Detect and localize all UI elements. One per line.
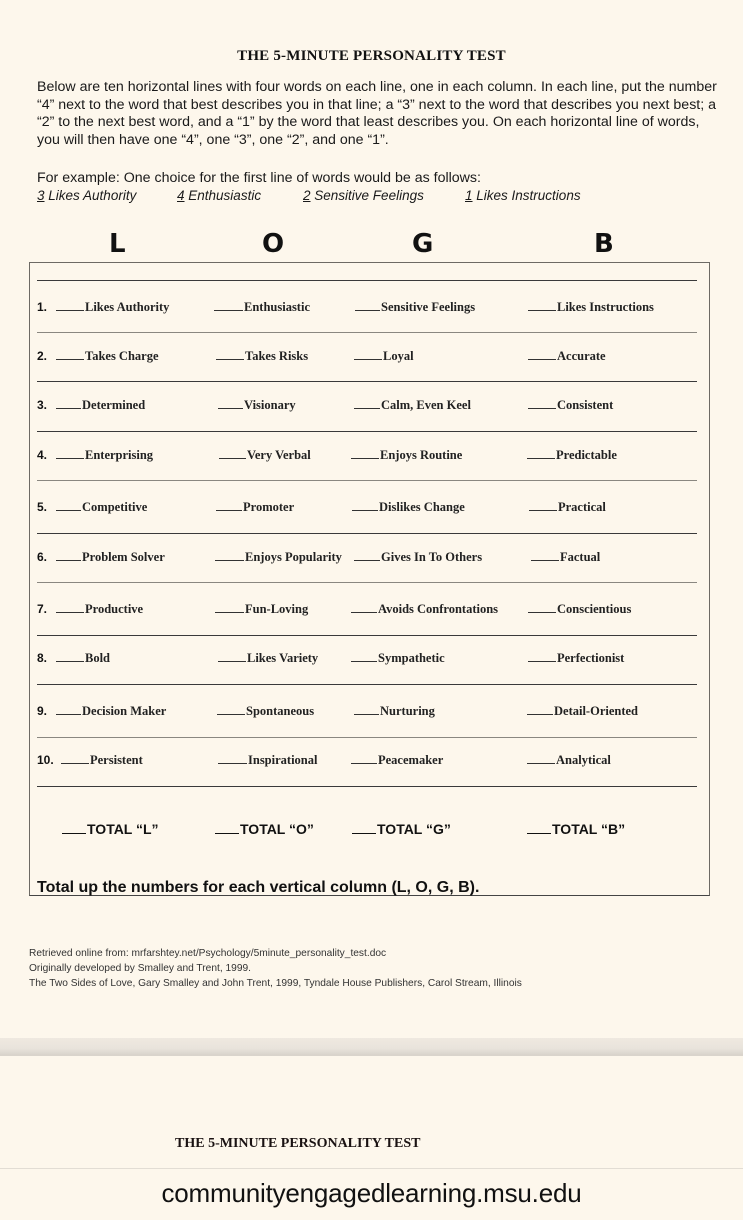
example-lead-text: For example: One choice for the first line of words would be as follows: bbox=[37, 170, 481, 186]
column-header-g: G bbox=[412, 229, 434, 259]
answer-blank[interactable] bbox=[351, 457, 379, 459]
answer-blank[interactable] bbox=[56, 713, 81, 715]
page-2-title: THE 5-MINUTE PERSONALITY TEST bbox=[175, 1136, 421, 1151]
answer-blank[interactable] bbox=[217, 713, 245, 715]
answer-cell-o[interactable]: Visionary bbox=[218, 398, 296, 413]
total-b[interactable]: TOTAL “B” bbox=[527, 821, 625, 837]
url-text[interactable]: communityengagedlearning.msu.edu bbox=[161, 1178, 582, 1208]
row-number: 7. bbox=[37, 602, 48, 616]
answer-blank[interactable] bbox=[351, 611, 377, 613]
answer-blank[interactable] bbox=[216, 509, 242, 511]
answer-cell-g[interactable]: Sympathetic bbox=[351, 651, 445, 666]
total-blank[interactable] bbox=[215, 832, 239, 834]
answer-cell-b[interactable]: Analytical bbox=[527, 753, 611, 768]
answer-cell-l[interactable]: Persistent bbox=[61, 753, 143, 768]
divider bbox=[37, 533, 697, 534]
answer-blank[interactable] bbox=[56, 559, 81, 561]
answer-blank[interactable] bbox=[218, 407, 243, 409]
test-row-2 bbox=[0, 349, 743, 367]
answer-cell-b[interactable]: Accurate bbox=[528, 349, 606, 364]
answer-blank[interactable] bbox=[531, 559, 559, 561]
answer-cell-o[interactable]: Likes Variety bbox=[218, 651, 318, 666]
column-header-l: L bbox=[109, 229, 126, 259]
answer-cell-o[interactable]: Enjoys Popularity bbox=[215, 550, 342, 565]
answer-blank[interactable] bbox=[351, 762, 377, 764]
answer-cell-l[interactable]: Determined bbox=[56, 398, 145, 413]
answer-cell-b[interactable]: Perfectionist bbox=[528, 651, 624, 666]
answer-cell-l[interactable]: Decision Maker bbox=[56, 704, 166, 719]
total-l[interactable]: TOTAL “L” bbox=[62, 821, 159, 837]
answer-blank[interactable] bbox=[355, 309, 380, 311]
row-number: 4. bbox=[37, 448, 48, 462]
test-row-10 bbox=[0, 753, 743, 771]
credit-line: Originally developed by Smalley and Trent, 1999. bbox=[29, 963, 251, 974]
divider bbox=[37, 431, 697, 432]
answer-cell-g[interactable]: Avoids Confrontations bbox=[351, 602, 498, 617]
divider bbox=[37, 737, 697, 738]
answer-cell-g[interactable]: Gives In To Others bbox=[354, 550, 482, 565]
answer-blank[interactable] bbox=[528, 407, 556, 409]
answer-blank[interactable] bbox=[215, 611, 244, 613]
answer-cell-o[interactable]: Very Verbal bbox=[219, 448, 311, 463]
answer-cell-l[interactable]: Problem Solver bbox=[56, 550, 165, 565]
row-number: 8. bbox=[37, 651, 48, 665]
answer-cell-b[interactable]: Factual bbox=[531, 550, 600, 565]
answer-blank[interactable] bbox=[218, 660, 246, 662]
answer-cell-l[interactable]: Likes Authority bbox=[56, 300, 169, 315]
answer-blank[interactable] bbox=[354, 358, 382, 360]
answer-cell-o[interactable]: Enthusiastic bbox=[214, 300, 310, 315]
divider bbox=[37, 786, 697, 787]
test-row-8 bbox=[0, 651, 743, 669]
answer-cell-b[interactable]: Consistent bbox=[528, 398, 613, 413]
answer-blank[interactable] bbox=[56, 660, 84, 662]
answer-blank[interactable] bbox=[56, 407, 81, 409]
document-page-2 bbox=[0, 1056, 743, 1168]
answer-blank[interactable] bbox=[354, 713, 379, 715]
credit-line: The Two Sides of Love, Gary Smalley and John Trent, 1999, Tyndale House Publishers, Carol Stream, Illinois bbox=[29, 978, 522, 989]
answer-blank[interactable] bbox=[56, 358, 84, 360]
answer-blank[interactable] bbox=[218, 762, 247, 764]
answer-cell-l[interactable]: Productive bbox=[56, 602, 143, 617]
total-blank[interactable] bbox=[352, 832, 376, 834]
page-title: THE 5-MINUTE PERSONALITY TEST bbox=[237, 48, 506, 64]
answer-cell-g[interactable]: Peacemaker bbox=[351, 753, 443, 768]
example-item: 4 Enthusiastic bbox=[177, 188, 262, 203]
answer-blank[interactable] bbox=[215, 559, 244, 561]
column-header-o: O bbox=[262, 229, 285, 259]
answer-blank[interactable] bbox=[528, 660, 556, 662]
answer-cell-g[interactable]: Enjoys Routine bbox=[351, 448, 462, 463]
answer-blank[interactable] bbox=[216, 358, 244, 360]
answer-blank[interactable] bbox=[528, 611, 556, 613]
answer-blank[interactable] bbox=[527, 713, 553, 715]
total-g[interactable]: TOTAL “G” bbox=[352, 821, 451, 837]
total-instruction: Total up the numbers for each vertical column (L, O, G, B). bbox=[37, 879, 480, 896]
row-number: 9. bbox=[37, 704, 48, 718]
answer-blank[interactable] bbox=[354, 407, 380, 409]
answer-cell-g[interactable]: Calm, Even Keel bbox=[354, 398, 471, 413]
answer-blank[interactable] bbox=[352, 509, 378, 511]
example-item: 2 Sensitive Feelings bbox=[303, 188, 424, 203]
row-number: 2. bbox=[37, 349, 48, 363]
total-o[interactable]: TOTAL “O” bbox=[215, 821, 314, 837]
row-number: 1. bbox=[37, 300, 48, 314]
answer-blank[interactable] bbox=[61, 762, 89, 764]
test-row-9 bbox=[0, 704, 743, 722]
total-blank[interactable] bbox=[527, 832, 551, 834]
answer-blank[interactable] bbox=[214, 309, 243, 311]
credits-block bbox=[29, 946, 522, 991]
answer-blank[interactable] bbox=[354, 559, 380, 561]
answer-cell-o[interactable]: Promoter bbox=[216, 500, 294, 515]
answer-cell-o[interactable]: Takes Risks bbox=[216, 349, 308, 364]
answer-cell-o[interactable]: Fun-Loving bbox=[215, 602, 308, 617]
browser-address-bar[interactable] bbox=[0, 1168, 743, 1220]
answer-blank[interactable] bbox=[351, 660, 377, 662]
answer-blank[interactable] bbox=[528, 358, 556, 360]
answer-blank[interactable] bbox=[56, 309, 84, 311]
row-number: 10. bbox=[37, 753, 54, 767]
answer-blank[interactable] bbox=[527, 457, 555, 459]
test-row-1 bbox=[0, 300, 743, 318]
answer-cell-b[interactable]: Detail-Oriented bbox=[527, 704, 638, 719]
credit-line: Retrieved online from: mrfarshtey.net/Psychology/5minute_personality_test.doc bbox=[29, 948, 387, 959]
divider bbox=[37, 635, 697, 636]
row-number: 5. bbox=[37, 500, 48, 514]
row-number: 6. bbox=[37, 550, 48, 564]
answer-cell-l[interactable]: Bold bbox=[56, 651, 110, 666]
example-item: 3 Likes Authority bbox=[37, 188, 137, 203]
answer-cell-o[interactable]: Inspirational bbox=[218, 753, 317, 768]
test-row-5 bbox=[0, 500, 743, 518]
answer-blank[interactable] bbox=[56, 457, 84, 459]
row-number: 3. bbox=[37, 398, 48, 412]
answer-blank[interactable] bbox=[219, 457, 246, 459]
answer-blank[interactable] bbox=[527, 762, 555, 764]
answer-cell-l[interactable]: Takes Charge bbox=[56, 349, 159, 364]
divider bbox=[37, 280, 697, 281]
divider bbox=[37, 684, 697, 685]
total-blank[interactable] bbox=[62, 832, 86, 834]
answer-cell-g[interactable]: Loyal bbox=[354, 349, 414, 364]
column-header-b: B bbox=[594, 229, 614, 259]
answer-cell-b[interactable]: Practical bbox=[529, 500, 606, 515]
divider bbox=[37, 480, 697, 481]
answer-cell-o[interactable]: Spontaneous bbox=[217, 704, 314, 719]
answer-cell-g[interactable]: Nurturing bbox=[354, 704, 435, 719]
page-separator bbox=[0, 1038, 743, 1056]
answer-blank[interactable] bbox=[56, 611, 84, 613]
answer-cell-g[interactable]: Dislikes Change bbox=[352, 500, 465, 515]
answer-cell-b[interactable]: Conscientious bbox=[528, 602, 631, 617]
divider bbox=[37, 332, 697, 333]
instructions-paragraph: Below are ten horizontal lines with four words on each line, one in each column. In each line, put the number “4” next to the word that best describes you in that line; a “3” next to the word that describes you next best; a “2” to the next best word, and a “1” by the word that least describes you. On each horizontal line of words, you will then have one “4”, one “3”, one “2”, and one “1”. bbox=[37, 79, 717, 148]
answer-cell-b[interactable]: Predictable bbox=[527, 448, 617, 463]
test-row-7 bbox=[0, 602, 743, 620]
answer-blank[interactable] bbox=[529, 509, 557, 511]
test-row-4 bbox=[0, 448, 743, 466]
test-row-3 bbox=[0, 398, 743, 416]
divider bbox=[37, 381, 697, 382]
answer-blank[interactable] bbox=[528, 309, 556, 311]
divider bbox=[37, 582, 697, 583]
example-item: 1 Likes Instructions bbox=[465, 188, 581, 203]
answer-cell-g[interactable]: Sensitive Feelings bbox=[355, 300, 475, 315]
answer-cell-b[interactable]: Likes Instructions bbox=[528, 300, 654, 315]
answer-cell-l[interactable]: Enterprising bbox=[56, 448, 153, 463]
answer-cell-l[interactable]: Competitive bbox=[56, 500, 147, 515]
answer-blank[interactable] bbox=[56, 509, 81, 511]
test-row-6 bbox=[0, 550, 743, 568]
